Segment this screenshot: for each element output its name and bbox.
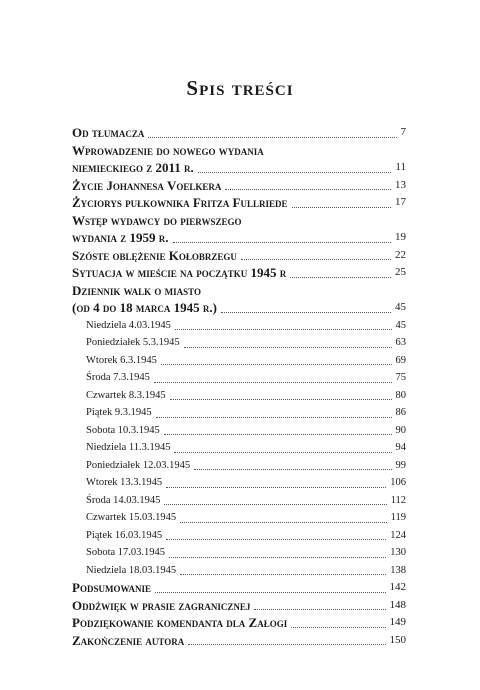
toc-entry-page-number: 45 bbox=[395, 301, 406, 313]
dot-leader bbox=[156, 417, 392, 418]
toc-entry-page-number: 124 bbox=[390, 529, 406, 541]
toc-subentry[interactable] bbox=[72, 474, 406, 492]
dot-leader bbox=[180, 522, 387, 523]
toc-entry-title-line: Wstęp wydawcy do pierwszego bbox=[72, 212, 242, 228]
dot-leader bbox=[290, 277, 391, 278]
toc-entry[interactable] bbox=[72, 282, 406, 317]
toc-subentry[interactable] bbox=[72, 334, 406, 352]
toc-entry[interactable] bbox=[72, 264, 406, 282]
toc-entry-title: Piątek 16.03.1945 bbox=[86, 529, 163, 541]
toc-entry[interactable] bbox=[72, 579, 406, 597]
toc-subentry[interactable] bbox=[72, 439, 406, 457]
toc-entry-title: Podziękowanie komendanta dla Załogi bbox=[72, 615, 288, 630]
toc-entry-page-number: 45 bbox=[395, 319, 406, 331]
toc-entry-title: Wtorek 13.3.1945 bbox=[86, 477, 163, 488]
toc-subentry[interactable] bbox=[72, 527, 406, 545]
toc-entry-page-number: 11 bbox=[395, 161, 406, 173]
toc-entry-page-number: 13 bbox=[395, 178, 406, 191]
table-of-contents bbox=[72, 124, 406, 649]
dot-leader bbox=[174, 452, 391, 453]
dot-leader bbox=[291, 627, 385, 628]
dot-leader bbox=[194, 469, 391, 470]
dot-leader bbox=[170, 399, 392, 400]
toc-entry-page-number: 94 bbox=[395, 442, 406, 453]
dot-leader bbox=[164, 434, 392, 435]
toc-entry-page-number: 148 bbox=[389, 598, 406, 611]
toc-entry[interactable] bbox=[72, 597, 406, 615]
toc-entry-page-number: 138 bbox=[390, 564, 406, 576]
dot-leader bbox=[166, 487, 386, 488]
toc-entry-page-number: 75 bbox=[395, 372, 406, 383]
toc-entry-title: Niedziela 4.03.1945 bbox=[86, 319, 171, 331]
dot-leader bbox=[154, 382, 392, 383]
page-title: Spis treści bbox=[186, 76, 294, 100]
toc-entry-page-number: 25 bbox=[395, 266, 406, 278]
toc-entry-title: niemieckiego z 2011 r. bbox=[72, 160, 194, 175]
toc-subentry[interactable] bbox=[72, 369, 406, 387]
toc-entry-page-number: 130 bbox=[390, 547, 406, 558]
toc-subentry[interactable] bbox=[72, 352, 406, 370]
toc-entry-title: Sytuacja w mieście na początku 1945 r bbox=[72, 265, 287, 280]
dot-leader bbox=[169, 557, 386, 558]
toc-entry[interactable] bbox=[72, 247, 406, 265]
toc-entry[interactable] bbox=[72, 632, 406, 650]
toc-entry-title: Niedziela 18.03.1945 bbox=[86, 564, 177, 576]
dot-leader bbox=[180, 574, 386, 575]
toc-entry-title: Środa 7.3.1945 bbox=[86, 372, 150, 383]
toc-subentry[interactable] bbox=[72, 404, 406, 422]
dot-leader bbox=[148, 137, 396, 138]
toc-entry-title: wydania z 1959 r. bbox=[72, 230, 169, 245]
toc-entry-title: Piątek 9.3.1945 bbox=[86, 407, 152, 418]
dot-leader bbox=[254, 609, 385, 610]
toc-subentry[interactable] bbox=[72, 492, 406, 510]
toc-subentry[interactable] bbox=[72, 562, 406, 580]
toc-entry-title: Niedziela 11.3.1945 bbox=[86, 442, 171, 453]
toc-entry-title: Podsumowanie bbox=[72, 580, 151, 595]
toc-entry-page-number: 106 bbox=[390, 477, 406, 488]
toc-subentry[interactable] bbox=[72, 544, 406, 562]
dot-leader bbox=[175, 329, 392, 330]
toc-entry-title: Zakończenie autora bbox=[72, 632, 185, 648]
toc-entry-page-number: 63 bbox=[395, 337, 406, 348]
toc-entry-page-number: 142 bbox=[389, 581, 406, 593]
dot-leader bbox=[184, 347, 392, 348]
toc-subentry[interactable] bbox=[72, 509, 406, 527]
toc-entry[interactable] bbox=[72, 212, 406, 247]
toc-entry-page-number: 19 bbox=[395, 231, 406, 243]
toc-entry-page-number: 99 bbox=[395, 459, 406, 471]
toc-entry-page-number: 150 bbox=[389, 633, 406, 646]
toc-entry-page-number: 119 bbox=[390, 512, 406, 523]
toc-entry-page-number: 90 bbox=[395, 424, 406, 436]
dot-leader bbox=[221, 312, 391, 313]
toc-entry-page-number: 17 bbox=[395, 196, 406, 208]
toc-entry-page-number: 86 bbox=[395, 407, 406, 418]
toc-entry-title: Od tłumacza bbox=[72, 125, 145, 140]
toc-entry[interactable] bbox=[72, 142, 406, 177]
toc-subentry[interactable] bbox=[72, 457, 406, 475]
toc-entry-title: (od 4 do 18 marca 1945 r.) bbox=[72, 300, 217, 315]
toc-subentry[interactable] bbox=[72, 317, 406, 335]
toc-entry-page-number: 112 bbox=[390, 494, 406, 506]
toc-entry[interactable] bbox=[72, 614, 406, 632]
toc-entry-title-line: Dziennik walk o miasto bbox=[72, 282, 201, 298]
dot-leader bbox=[292, 207, 391, 208]
toc-entry-title: Poniedziałek 5.3.1945 bbox=[86, 337, 180, 348]
toc-entry[interactable] bbox=[72, 177, 406, 195]
toc-entry-title: Życie Johannesa Voelkera bbox=[72, 177, 222, 193]
toc-entry-title-line: Wprowadzenie do nowego wydania bbox=[72, 142, 264, 158]
dot-leader bbox=[155, 592, 386, 593]
dot-leader bbox=[225, 189, 391, 190]
toc-entry-title: Wtorek 6.3.1945 bbox=[86, 354, 157, 366]
dot-leader bbox=[164, 504, 386, 505]
toc-entry[interactable] bbox=[72, 124, 406, 142]
toc-subentry[interactable] bbox=[72, 422, 406, 440]
dot-leader bbox=[188, 644, 385, 645]
toc-subentry[interactable] bbox=[72, 387, 406, 405]
toc-entry-title: Sobota 17.03.1945 bbox=[86, 547, 166, 558]
dot-leader bbox=[241, 259, 391, 260]
toc-entry-title: Oddźwięk w prasie zagranicznej bbox=[72, 597, 251, 613]
dot-leader bbox=[166, 539, 386, 540]
toc-entry-page-number: 7 bbox=[400, 126, 406, 138]
toc-entry-page-number: 22 bbox=[395, 248, 406, 261]
toc-entry-title: Szóste oblężenie Kołobrzegu bbox=[72, 247, 237, 263]
toc-entry[interactable] bbox=[72, 194, 406, 212]
toc-entry-page-number: 149 bbox=[389, 616, 406, 628]
dot-leader bbox=[161, 364, 392, 365]
toc-entry-page-number: 69 bbox=[395, 354, 406, 366]
toc-entry-title: Poniedziałek 12.03.1945 bbox=[86, 459, 191, 471]
toc-entry-title: Czwartek 15.03.1945 bbox=[86, 512, 177, 523]
dot-leader bbox=[173, 242, 391, 243]
toc-entry-title: Czwartek 8.3.1945 bbox=[86, 389, 166, 401]
toc-entry-title: Sobota 10.3.1945 bbox=[86, 424, 160, 436]
toc-entry-page-number: 80 bbox=[395, 389, 406, 401]
toc-entry-title: Środa 14.03.1945 bbox=[86, 494, 161, 506]
dot-leader bbox=[198, 172, 392, 173]
toc-entry-title: Życiorys pułkownika Fritza Fullriede bbox=[72, 195, 288, 210]
